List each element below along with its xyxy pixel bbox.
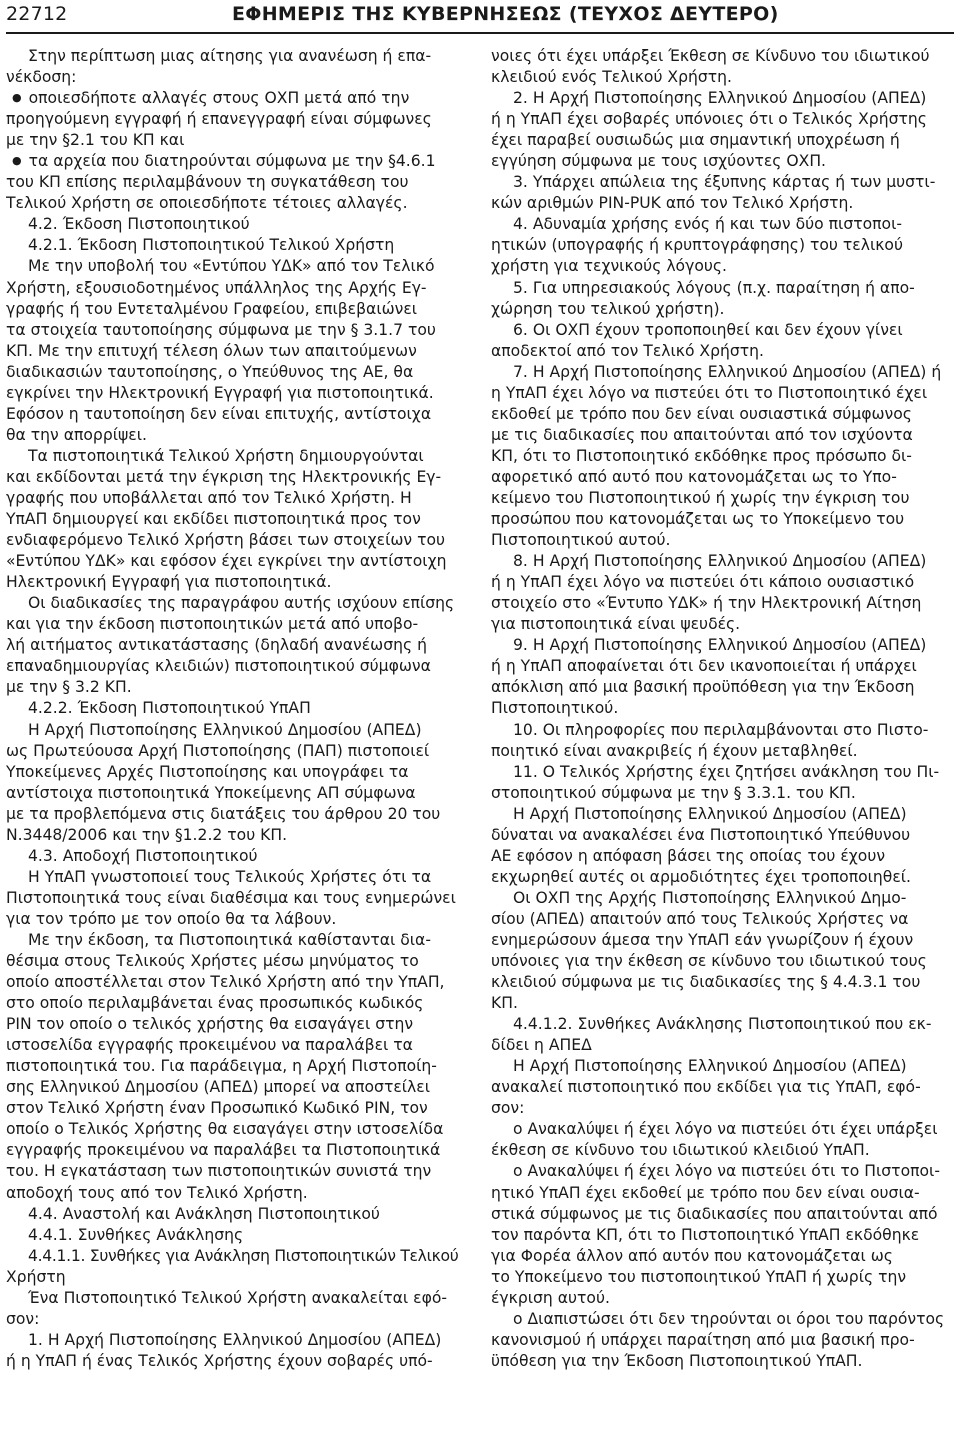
text-line: ή η ΥπΑΠ έχει λόγο να πιστεύει ότι κάποιο ουσιαστικό bbox=[491, 573, 915, 592]
text-line: Πιστοποιητικά τους είναι διαθέσιμα και τους ενημερώνει bbox=[6, 888, 456, 907]
text-line: ή η ΥπΑΠ αποφαίνεται ότι δεν ικανοποιείται ή υπάρχει bbox=[491, 657, 917, 676]
text-line: θέσιμα στους Τελικούς Χρήστες μέσω μηνύματος το bbox=[6, 952, 419, 971]
text-line: αντίστοιχα πιστοποιητικά Υποκείμενης ΑΠ σύμφωνα bbox=[6, 783, 416, 802]
text-line: σης Ελληνικού Δημοσίου (ΑΠΕΔ) μπορεί να αποστείλει bbox=[6, 1078, 430, 1097]
text-line: λή αιτήματος αντικατάστασης (δηλαδή ανανέωσης ή bbox=[6, 636, 427, 655]
text-line: στοιχείο στο «Έντυπο ΥΔΚ» ή την Ηλεκτρονική Αίτηση bbox=[491, 594, 922, 613]
text-line: χρήστη για τεχνικούς λόγους. bbox=[491, 257, 727, 276]
text-line: Η ΥπΑΠ γνωστοποιεί τους Τελικούς Χρήστες ότι τα bbox=[28, 867, 432, 886]
text-line: Η Αρχή Πιστοποίησης Ελληνικού Δημοσίου (ΑΠΕΔ) bbox=[513, 1057, 907, 1076]
text-line: ΚΠ. bbox=[491, 994, 518, 1013]
text-line: γραφής που υποβάλλεται από τον Τελικό Χρήστη. Η bbox=[6, 488, 412, 507]
text-line: στον Τελικό Χρήστη έναν Προσωπικό Κωδικό PIN, τον bbox=[6, 1099, 428, 1118]
text-line: και εκδίδονται μετά την έγκριση της Ηλεκτρονικής Εγ- bbox=[6, 467, 442, 486]
text-line: στοποιητικού σύμφωνα με την § 3.3.1. του ΚΠ. bbox=[491, 783, 856, 802]
text-line: ανακαλεί πιστοποιητικό που εκδίδει για τις ΥπΑΠ, εφό- bbox=[491, 1078, 921, 1097]
bullet-line: ● οποιεσδήποτε αλλαγές στους ΟΧΠ μετά από την bbox=[6, 88, 472, 109]
text-line: 4.2.2. Έκδοση Πιστοποιητικού ΥπΑΠ bbox=[28, 699, 311, 718]
text-line: κλειδιού σύμφωνα με τις διαδικασίες της § 4.4.3.1 του bbox=[491, 973, 921, 992]
text-line: θα την απορρίψει. bbox=[6, 425, 147, 444]
text-line: 4.2. Έκδοση Πιστοποιητικού bbox=[28, 215, 250, 234]
text-line: Η Αρχή Πιστοποίησης Ελληνικού Δημοσίου (ΑΠΕΔ) bbox=[513, 804, 907, 823]
text-line: στο οποίο περιλαμβάνεται ένας προσωπικός κωδικός bbox=[6, 994, 424, 1013]
text-line: 5. Για υπηρεσιακούς λόγους (π.χ. παραίτηση ή απο- bbox=[513, 278, 915, 297]
text-line: γραφής ή του Εντεταλμένου Γραφείου, επιβεβαιώνει bbox=[6, 299, 418, 318]
text-line: προηγούμενη εγγραφή ή επανεγγραφή είναι σύμφωνες bbox=[6, 110, 432, 129]
text-line: στικά σύμφωνος με τις διαδικασίες που απαιτούνται από bbox=[491, 1204, 938, 1223]
gazette-title: ΕΦΗΜΕΡΙΣ ΤΗΣ ΚΥΒΕΡΝΗΣΕΩΣ (ΤΕΥΧΟΣ ΔΕΥΤΕΡΟ) bbox=[232, 3, 779, 25]
text-line: ποιητικό είναι ανακριβείς ή έχουν μεταβληθεί. bbox=[491, 741, 858, 760]
text-line: ιστοσελίδα εγγραφής προκειμένου να παραλάβει τα bbox=[6, 1036, 413, 1055]
text-line: ΥπΑΠ δημιουργεί και εκδίδει πιστοποιητικά προς τον bbox=[6, 510, 421, 529]
text-line: ητικό ΥπΑΠ έχει εκδοθεί με τρόπο που δεν είναι ουσια- bbox=[491, 1183, 920, 1202]
text-line: δίδει η ΑΠΕΔ bbox=[491, 1036, 592, 1055]
text-line: Οι διαδικασίες της παραγράφου αυτής ισχύουν επίσης bbox=[28, 594, 455, 613]
text-line: Υποκείμενες Αρχές Πιστοποίησης και υπογράφει τα bbox=[6, 762, 409, 781]
text-line: Χρήστη, εξουσιοδοτημένος υπάλληλος της Αρχής Εγ- bbox=[6, 278, 427, 297]
text-line: για πιστοποιητικά είναι ψευδές. bbox=[491, 615, 741, 634]
text-line: υπόνοιες για την έκθεση σε κίνδυνο του ιδιωτικού τους bbox=[491, 952, 927, 971]
text-line: νοιες ότι έχει υπάρξει Έκθεση σε Κίνδυνο του ιδιωτικού bbox=[491, 47, 930, 65]
text-line: ΚΠ. Με την επιτυχή τέλεση όλων των απαιτούμενων bbox=[6, 341, 417, 360]
text-line: ΑΕ εφόσον η απόφαση βάσει της οποίας του έχουν bbox=[491, 846, 886, 865]
text-line: τον παρόντα ΚΠ, ότι το Πιστοποιητικό ΥπΑΠ εκδόθηκε bbox=[491, 1225, 920, 1244]
text-line: σίου (ΑΠΕΔ) απαιτούν από τους Τελικούς Χρήστες να bbox=[491, 909, 909, 928]
text-line: 8. Η Αρχή Πιστοποίησης Ελληνικού Δημοσίου (ΑΠΕΔ) bbox=[513, 552, 927, 571]
text-line: 4. Αδυναμία χρήσης ενός ή και των δύο πιστοποι- bbox=[513, 215, 902, 234]
header-rule bbox=[6, 32, 954, 34]
text-line: ή η ΥπΑΠ έχει σοβαρές υπόνοιες ότι ο Τελικός Χρήστης bbox=[491, 110, 927, 129]
text-line: αποδοχή τους από τον Τελικό Χρήστη. bbox=[6, 1183, 308, 1202]
text-line: 4.4.1.1. Συνθήκες για Ανάκληση Πιστοποιητικών Τελικού bbox=[28, 1246, 459, 1265]
text-line: η ΥπΑΠ έχει λόγο να πιστεύει ότι το Πιστοποιητικό έχει bbox=[491, 383, 928, 402]
text-line: 4.4.1. Συνθήκες Ανάκλησης bbox=[28, 1225, 244, 1244]
text-line: οποίο ο Τελικός Χρήστης θα εισαγάγει στην ιστοσελίδα bbox=[6, 1120, 444, 1139]
text-line: αφορετικό από αυτό που κατονομάζεται ως το Υπο- bbox=[491, 467, 897, 486]
text-line: του ΚΠ επίσης περιλαμβάνουν τη συγκατάθεση του bbox=[6, 173, 409, 192]
text-line: διαδικασιών ταυτοποίησης, ο Υπεύθυνος της ΑΕ, θα bbox=[6, 362, 414, 381]
text-line: έγκριση αυτού. bbox=[491, 1288, 610, 1307]
text-line: σον: bbox=[6, 1309, 40, 1328]
text-line: Χρήστη bbox=[6, 1267, 66, 1286]
text-line: «Εντύπου ΥΔΚ» και εφόσον έχει εγκρίνει την αντίστοιχη bbox=[6, 552, 447, 571]
text-line: για τον τρόπο με τον οποίο θα τα λάβουν. bbox=[6, 909, 337, 928]
text-line: Οι ΟΧΠ της Αρχής Πιστοποίησης Ελληνικού Δημο- bbox=[513, 888, 907, 907]
text-line: Τα πιστοποιητικά Τελικού Χρήστη δημιουργούνται bbox=[28, 446, 424, 465]
text-line: ο Ανακαλύψει ή έχει λόγο να πιστεύει ότι έχει υπάρξει bbox=[513, 1120, 938, 1139]
text-line: το Υποκείμενο του πιστοποιητικού ΥπΑΠ ή χωρίς την bbox=[491, 1267, 907, 1286]
text-line: ενημερώσουν άμεσα την ΥπΑΠ εάν γνωρίζουν ή έχουν bbox=[491, 930, 914, 949]
text-line: ως Πρωτεύουσα Αρχή Πιστοποίησης (ΠΑΠ) πιστοποιεί bbox=[6, 741, 430, 760]
text-line: Στην περίπτωση μιας αίτησης για ανανέωση ή επα- bbox=[28, 47, 432, 65]
text-line: 3. Υπάρχει απώλεια της έξυπνης κάρτας ή των μυστι- bbox=[513, 173, 936, 192]
text-line: 2. Η Αρχή Πιστοποίησης Ελληνικού Δημοσίου (ΑΠΕΔ) bbox=[513, 89, 927, 108]
text-line: Ηλεκτρονική Εγγραφή για πιστοποιητικά. bbox=[6, 573, 332, 592]
text-line: 4.4.1.2. Συνθήκες Ανάκλησης Πιστοποιητικού που εκ- bbox=[513, 1015, 932, 1034]
text-line: ο Διαπιστώσει ότι δεν τηρούνται οι όροι του παρόντος bbox=[513, 1309, 945, 1328]
text-line: με την §2.1 του ΚΠ και bbox=[6, 131, 185, 150]
text-line: ο Ανακαλύψει ή έχει λόγο να πιστεύει ότι το Πιστοποι- bbox=[513, 1162, 940, 1181]
text-line: Ν.3448/2006 και την §1.2.2 του ΚΠ. bbox=[6, 825, 288, 844]
text-line: δύναται να ανακαλέσει ένα Πιστοποιητικό Υπεύθυνου bbox=[491, 825, 911, 844]
text-line: PIN τον οποίο ο τελικός χρήστης θα εισαγάγει στην bbox=[6, 1015, 414, 1034]
text-line: εγκρίνει την Ηλεκτρονική Εγγραφή για πιστοποιητικά. bbox=[6, 383, 434, 402]
text-line: 10. Οι πληροφορίες που περιλαμβάνονται στο Πιστο- bbox=[513, 720, 929, 739]
text-line: εκχωρηθεί αυτές οι αρμοδιότητες έχει τροποποιηθεί. bbox=[491, 867, 912, 886]
text-line: ή η ΥπΑΠ ή ένας Τελικός Χρήστης έχουν σοβαρές υπό- bbox=[6, 1351, 433, 1370]
text-line: ητικών (υπογραφής ή κρυπτογράφησης) του τελικού bbox=[491, 236, 903, 255]
page-number: 22712 bbox=[6, 3, 68, 25]
bullet-line: ● τα αρχεία που διατηρούνται σύμφωνα με την §4.6.1 bbox=[6, 151, 472, 172]
text-line: Πιστοποιητικού. bbox=[491, 699, 619, 718]
text-line: πιστοποιητικά του. Για παράδειγμα, η Αρχή Πιστοποίη- bbox=[6, 1057, 437, 1076]
text-line: εγγύηση σύμφωνα με τους ισχύοντες ΟΧΠ. bbox=[491, 152, 827, 171]
text-line: ϋπόθεση για την Έκδοση Πιστοποιητικού ΥπΑΠ. bbox=[491, 1351, 863, 1370]
left-column bbox=[6, 46, 472, 1372]
text-line: 7. Η Αρχή Πιστοποίησης Ελληνικού Δημοσίου (ΑΠΕΔ) ή bbox=[513, 362, 942, 381]
text-line: επαναδημιουργίας κλειδιών) πιστοποιητικού σύμφωνα bbox=[6, 657, 431, 676]
text-line: με τα προβλεπόμενα στις διατάξεις του άρθρου 20 του bbox=[6, 804, 441, 823]
text-line: Πιστοποιητικού αυτού. bbox=[491, 531, 671, 550]
text-line: με τις διαδικασίες που απαιτούνται από τον ισχύοντα bbox=[491, 425, 913, 444]
text-line: του. Η εγκατάσταση των πιστοποιητικών συνιστά την bbox=[6, 1162, 432, 1181]
text-line: 6. Οι ΟΧΠ έχουν τροποποιηθεί και δεν έχουν γίνει bbox=[513, 320, 903, 339]
text-line: 11. Ο Τελικός Χρήστης έχει ζητήσει ανάκληση του Πι- bbox=[513, 762, 940, 781]
text-line: 1. Η Αρχή Πιστοποίησης Ελληνικού Δημοσίου (ΑΠΕΔ) bbox=[28, 1330, 442, 1349]
right-column bbox=[491, 46, 957, 1372]
text-line: αποδεκτοί από τον Τελικό Χρήστη. bbox=[491, 341, 765, 360]
text-line: εκδοθεί με τρόπο που δεν είναι ουσιαστικά σύμφωνος bbox=[491, 404, 912, 423]
text-line: Τελικού Χρήστη σε οποιεσδήποτε τέτοιες αλλαγές. bbox=[6, 194, 408, 213]
text-line: κών αριθμών PIN-PUK από τον Τελικό Χρήστη. bbox=[491, 194, 854, 213]
text-line: 4.2.1. Έκδοση Πιστοποιητικού Τελικού Χρήστη bbox=[28, 236, 395, 255]
text-line: Η Αρχή Πιστοποίησης Ελληνικού Δημοσίου (ΑΠΕΔ) bbox=[28, 720, 422, 739]
text-line: 4.3. Αποδοχή Πιστοποιητικού bbox=[28, 846, 258, 865]
text-line: κείμενο του Πιστοποιητικού ή χωρίς την έγκριση του bbox=[491, 488, 910, 507]
text-line: σον: bbox=[491, 1099, 525, 1118]
text-line: 4.4. Αναστολή και Ανάκληση Πιστοποιητικού bbox=[28, 1204, 380, 1223]
text-line: οποίο αποστέλλεται στον Τελικό Χρήστη από την ΥπΑΠ, bbox=[6, 973, 445, 992]
text-line: νέκδοση: bbox=[6, 68, 77, 87]
text-line: εγγραφής προκειμένου να παραλάβει τα Πιστοποιητικά bbox=[6, 1141, 441, 1160]
text-line: κλειδιού ενός Τελικού Χρήστη. bbox=[491, 68, 732, 87]
text-line: Εφόσον η ταυτοποίηση δεν είναι επιτυχής, αντίστοιχα bbox=[6, 404, 432, 423]
text-line: 9. Η Αρχή Πιστοποίησης Ελληνικού Δημοσίου (ΑΠΕΔ) bbox=[513, 636, 927, 655]
text-line: για Φορέα άλλον από αυτόν που κατονομάζεται ως bbox=[491, 1246, 893, 1265]
text-line: Ένα Πιστοποιητικό Τελικού Χρήστη ανακαλείται εφό- bbox=[28, 1288, 448, 1307]
text-line: απόκλιση από μια βασική προϋπόθεση για την Έκδοση bbox=[491, 678, 915, 697]
text-line: προσώπου που κατονομάζεται ως το Υποκείμενο του bbox=[491, 510, 905, 529]
text-line: με την § 3.2 ΚΠ. bbox=[6, 678, 132, 697]
text-line: και για την έκδοση πιστοποιητικών μετά από υποβο- bbox=[6, 615, 419, 634]
text-line: Με την έκδοση, τα Πιστοποιητικά καθίστανται δια- bbox=[28, 930, 431, 949]
text-line: ΚΠ, ότι το Πιστοποιητικό εκδόθηκε προς πρόσωπο δι- bbox=[491, 446, 912, 465]
text-line: Με την υποβολή του «Εντύπου ΥΔΚ» από τον Τελικό bbox=[28, 257, 435, 276]
text-line: τα στοιχεία ταυτοποίησης σύμφωνα με την § 3.1.7 του bbox=[6, 320, 436, 339]
text-line: χώρηση του τελικού χρήστη). bbox=[491, 299, 725, 318]
text-line: έκθεση σε κίνδυνο του ιδιωτικού κλειδιού ΥπΑΠ. bbox=[491, 1141, 870, 1160]
text-line: κανονισμού ή υπάρχει παραίτηση από μια βασική προ- bbox=[491, 1330, 915, 1349]
text-line: ενδιαφερόμενο Τελικό Χρήστη βάσει των στοιχείων του bbox=[6, 531, 446, 550]
text-line: έχει παραβεί ουσιωδώς μια σημαντική υποχρέωση ή bbox=[491, 131, 900, 150]
